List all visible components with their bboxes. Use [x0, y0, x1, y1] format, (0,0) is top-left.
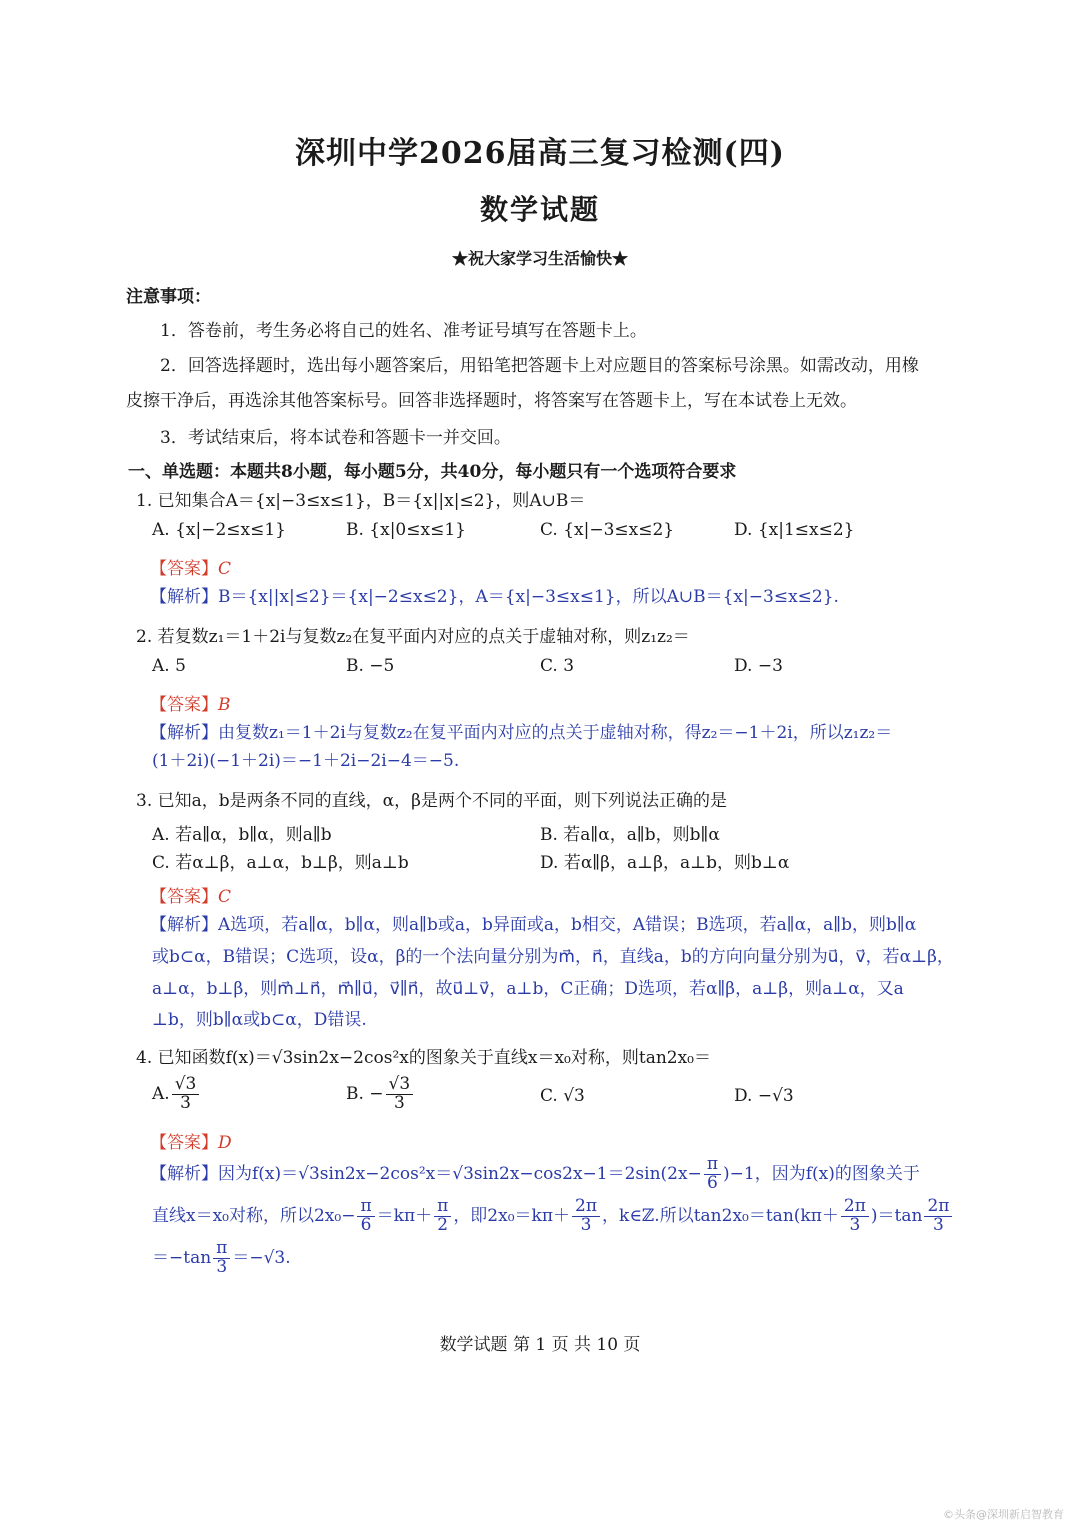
q4-option-a	[152, 1076, 201, 1113]
section-heading: 一、单选题：本题共8小题，每小题5分，共40分，每小题只有一个选项符合要求	[128, 462, 737, 482]
q1-option-b: B. {x|0≤x≤1}	[346, 520, 466, 540]
q4-option-b	[346, 1076, 415, 1113]
motto: ★祝大家学习生活愉快★	[451, 249, 628, 268]
q2-option-c: C. 3	[540, 656, 575, 676]
watermark: ©头条@深圳新启智教育	[943, 1508, 1064, 1521]
explanation-text: ＝−tan	[152, 1247, 212, 1268]
explanation-text: ，即2x₀＝kπ＋	[453, 1205, 571, 1226]
q1-option-c: C. {x|−3≤x≤2}	[540, 520, 675, 540]
q2-answer	[150, 690, 231, 715]
q4-explanation-line-2	[152, 1198, 954, 1235]
q1-explanation	[150, 582, 839, 607]
fraction-denominator: 2	[437, 1214, 449, 1235]
q3-explanation-line-4: ⊥b，则b∥α或b⊂α，D错误.	[152, 1010, 367, 1030]
fraction-denominator: 3	[180, 1092, 191, 1113]
q3-explanation-line-3: a⊥α，b⊥β，则m⃗⊥n⃗，m⃗∥u⃗，v⃗∥n⃗，故u⃗⊥v⃗，a⊥b，C正确；D选项，若α∥β，a⊥β，则a⊥α，又a	[152, 979, 904, 999]
fraction-2pi-over-3	[572, 1198, 600, 1235]
fraction-numerator: π	[704, 1156, 721, 1175]
fraction-denominator: 3	[580, 1214, 592, 1235]
fraction-sqrt3-over-3	[172, 1076, 200, 1113]
explanation-text: )＝tan	[870, 1205, 923, 1226]
notice-heading: 注意事项：	[126, 287, 211, 307]
explanation-text: ＝kπ＋	[376, 1205, 433, 1226]
option-label: B. −	[346, 1083, 384, 1104]
explanation-text: B＝{x||x|≤2}＝{x|−2≤x≤2}，A＝{x|−3≤x≤1}，所以A∪B＝{x|−3≤x≤2}.	[218, 587, 839, 607]
fraction-numerator: 2π	[841, 1198, 869, 1217]
fraction-pi-over-6	[357, 1198, 374, 1235]
q1-stem: 1. 已知集合A＝{x|−3≤x≤1}，B＝{x||x|≤2}，则A∪B＝	[136, 491, 586, 511]
notice-item-2: 2．回答选择题时，选出每小题答案后，用铅笔把答题卡上对应题目的答案标号涂黑。如需改动，用橡	[160, 356, 919, 376]
q4-stem: 4. 已知函数f(x)＝√3sin2x−2cos²x的图象关于直线x＝x₀对称，则tan2x₀＝	[136, 1048, 711, 1068]
exam-title: 深圳中学2026届高三复习检测(四)	[295, 136, 785, 171]
fraction-denominator: 6	[706, 1172, 718, 1193]
notice-item-1: 1．答卷前，考生务必将自己的姓名、准考证号填写在答题卡上。	[160, 321, 647, 341]
q2-explanation	[150, 718, 892, 743]
answer-value: B	[218, 695, 231, 715]
q3-option-a: A. 若a∥α，b∥α，则a∥b	[152, 825, 332, 845]
explanation-text: 直线x＝x₀对称，所以2x₀−	[152, 1205, 356, 1226]
q3-option-c: C. 若α⊥β，a⊥α，b⊥β，则a⊥b	[152, 853, 409, 873]
answer-value: C	[218, 559, 232, 579]
answer-tag: 【答案】	[150, 695, 218, 715]
option-label: A.	[152, 1083, 170, 1104]
fraction-denominator: 6	[360, 1214, 372, 1235]
fraction-2pi-over-3	[841, 1198, 869, 1235]
answer-value: D	[218, 1133, 232, 1153]
explanation-text: ＝−√3.	[232, 1247, 291, 1268]
explanation-text: 由复数z₁＝1＋2i与复数z₂在复平面内对应的点关于虚轴对称，得z₂＝−1＋2i，所以z₁z₂＝	[218, 723, 893, 743]
fraction-numerator: 2π	[572, 1198, 600, 1217]
q2-option-b: B. −5	[346, 656, 395, 676]
q4-explanation	[150, 1156, 920, 1193]
q1-option-d: D. {x|1≤x≤2}	[734, 520, 855, 540]
q4-explanation-line-3	[152, 1240, 291, 1277]
q4-option-d: D. −√3	[734, 1086, 794, 1106]
q1-option-a: A. {x|−2≤x≤1}	[152, 520, 286, 540]
fraction-numerator: π	[357, 1198, 374, 1217]
notice-item-3: 3．考试结束后，将本试卷和答题卡一并交回。	[160, 428, 511, 448]
fraction-numerator: √3	[172, 1076, 200, 1095]
q2-stem: 2. 若复数z₁＝1＋2i与复数z₂在复平面内对应的点关于虚轴对称，则z₁z₂＝	[136, 627, 690, 647]
fraction-pi-over-2	[434, 1198, 451, 1235]
q3-option-d: D. 若α∥β，a⊥β，a⊥b，则b⊥α	[540, 853, 790, 873]
fraction-pi-over-3	[213, 1240, 230, 1277]
fraction-denominator: 3	[849, 1214, 861, 1235]
q1-answer	[150, 554, 231, 579]
fraction-numerator: π	[213, 1240, 230, 1259]
fraction-denominator: 3	[933, 1214, 944, 1235]
answer-tag: 【答案】	[150, 1133, 218, 1153]
explanation-tag: 【解析】	[150, 915, 218, 935]
q3-stem: 3. 已知a，b是两条不同的直线，α，β是两个不同的平面，则下列说法正确的是	[136, 791, 727, 811]
fraction-denominator: 3	[216, 1256, 228, 1277]
explanation-text: A选项，若a∥α，b∥α，则a∥b或a，b异面或a，b相交，A错误；B选项，若a∥α，a∥b，则b∥α	[218, 915, 917, 935]
fraction-2pi-over-3	[924, 1198, 952, 1235]
q3-answer	[150, 882, 231, 907]
explanation-text: )−1，因为f(x)的图象关于	[723, 1163, 920, 1184]
fraction-numerator: π	[434, 1198, 451, 1217]
q3-explanation	[150, 910, 916, 935]
fraction-pi-over-6	[704, 1156, 721, 1193]
explanation-text: 因为f(x)＝√3sin2x−2cos²x＝√3sin2x−cos2x−1＝2sin(2x−	[218, 1163, 702, 1184]
q3-option-b: B. 若a∥α，a∥b，则b∥α	[540, 825, 720, 845]
page-footer: 数学试题 第 1 页 共 10 页	[439, 1335, 641, 1355]
q3-explanation-line-2: 或b⊂α，B错误；C选项，设α，β的一个法向量分别为m⃗，n⃗，直线a，b的方向向量分别为u⃗，v⃗，若α⊥β，	[152, 947, 954, 967]
exam-subtitle: 数学试题	[479, 193, 600, 226]
fraction-numerator: √3	[386, 1076, 414, 1095]
q2-option-a: A. 5	[152, 656, 186, 676]
q4-answer	[150, 1128, 232, 1153]
answer-tag: 【答案】	[150, 559, 218, 579]
fraction-sqrt3-over-3	[386, 1076, 414, 1113]
q2-explanation-cont: (1＋2i)(−1＋2i)＝−1＋2i−2i−4＝−5.	[152, 751, 460, 771]
fraction-denominator: 3	[393, 1092, 405, 1113]
answer-value: C	[218, 887, 232, 907]
q2-option-d: D. −3	[734, 656, 783, 676]
explanation-tag: 【解析】	[150, 723, 218, 743]
notice-item-2-cont: 皮擦干净后，再选涂其他答案标号。回答非选择题时，将答案写在答题卡上，写在本试卷上无效。	[126, 391, 857, 411]
explanation-tag: 【解析】	[150, 587, 218, 607]
fraction-numerator: 2π	[924, 1198, 952, 1217]
answer-tag: 【答案】	[150, 887, 218, 907]
explanation-tag: 【解析】	[150, 1163, 218, 1184]
explanation-text: ，k∈ℤ.所以tan2x₀＝tan(kπ＋	[602, 1205, 839, 1226]
q4-option-c: C. √3	[540, 1086, 585, 1106]
